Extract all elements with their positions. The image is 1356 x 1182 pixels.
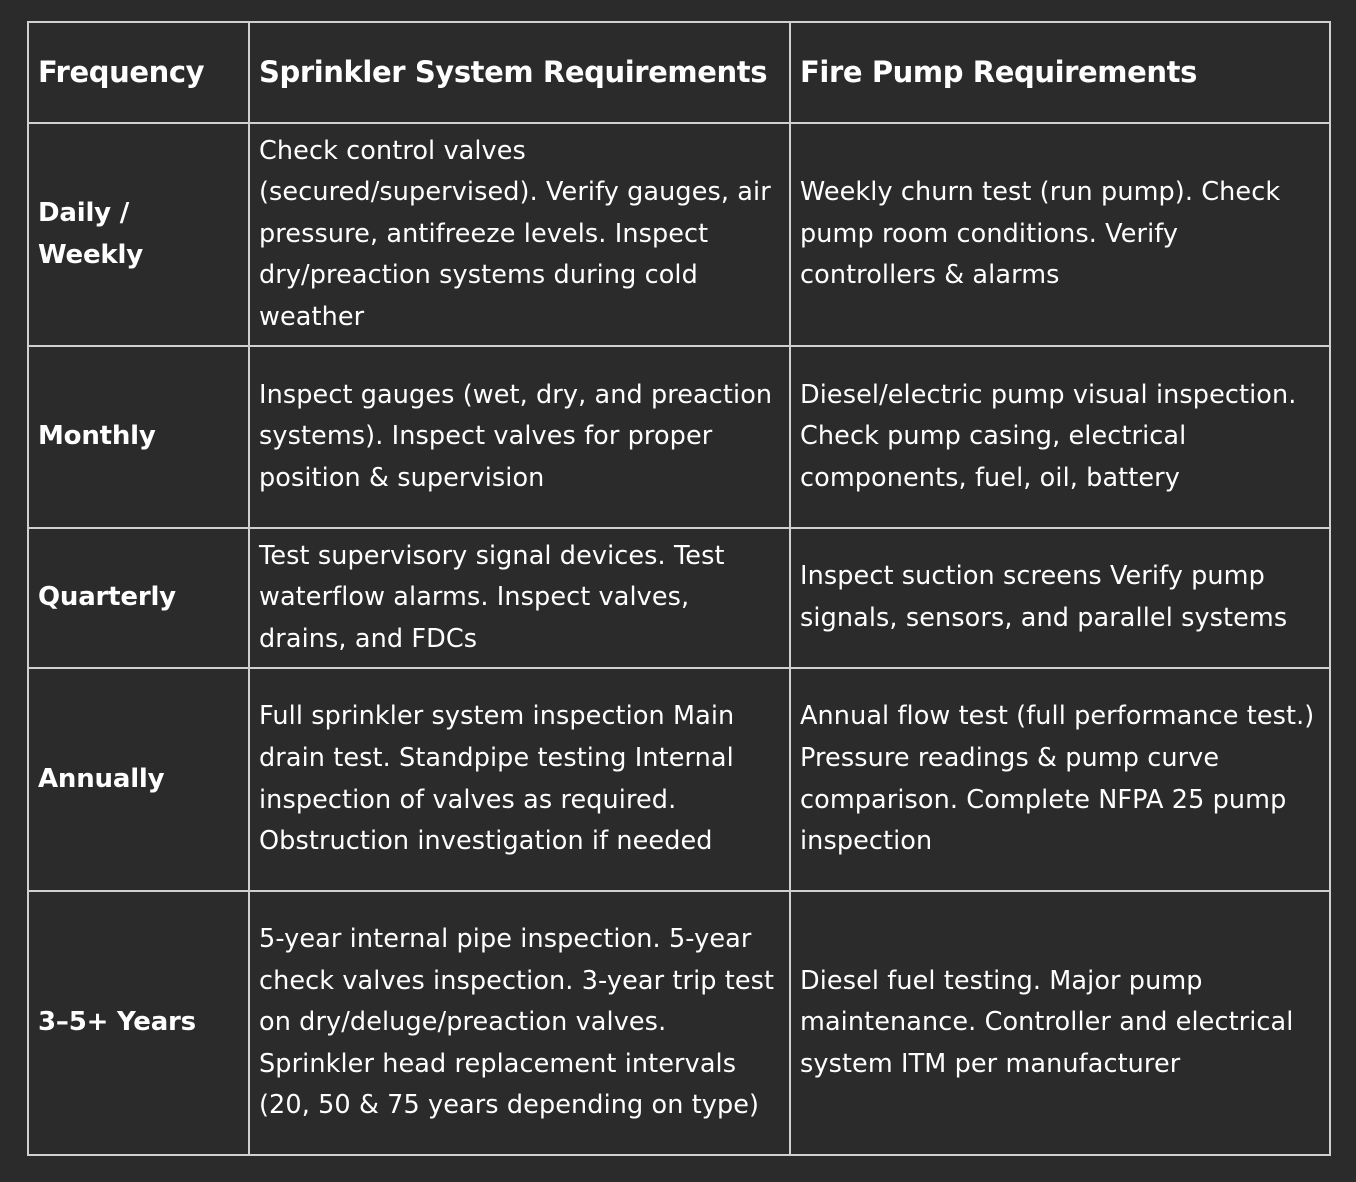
sprinkler-requirements-cell: Inspect gauges (wet, dry, and preaction systems). Inspect valves for proper position & supervision bbox=[249, 346, 790, 528]
frequency-cell: Daily / Weekly bbox=[28, 123, 249, 346]
table-body bbox=[28, 123, 1330, 1155]
frequency-cell: Monthly bbox=[28, 346, 249, 528]
fire-pump-requirements-cell: Diesel/electric pump visual inspection. Check pump casing, electrical components, fuel, oil, battery bbox=[790, 346, 1330, 528]
table-row bbox=[28, 528, 1330, 668]
sprinkler-requirements-cell: 5-year internal pipe inspection. 5-year check valves inspection. 3-year trip test on dry/deluge/preaction valves. Sprinkler head replacement intervals (20, 50 & 75 years depending on type) bbox=[249, 891, 790, 1155]
sprinkler-requirements-cell: Full sprinkler system inspection Main drain test. Standpipe testing Internal inspection of valves as required. Obstruction investigation if needed bbox=[249, 668, 790, 891]
header-sprinkler-requirements: Sprinkler System Requirements bbox=[249, 22, 790, 123]
header-frequency: Frequency bbox=[28, 22, 249, 123]
fire-pump-requirements-cell: Annual flow test (full performance test.) Pressure readings & pump curve comparison. Complete NFPA 25 pump inspection bbox=[790, 668, 1330, 891]
header-row bbox=[28, 22, 1330, 123]
fire-pump-requirements-cell: Inspect suction screens Verify pump signals, sensors, and parallel systems bbox=[790, 528, 1330, 668]
table-row bbox=[28, 668, 1330, 891]
header-fire-pump-requirements: Fire Pump Requirements bbox=[790, 22, 1330, 123]
table-header bbox=[28, 22, 1330, 123]
sprinkler-requirements-cell: Check control valves (secured/supervised). Verify gauges, air pressure, antifreeze levels. Inspect dry/preaction systems during cold weather bbox=[249, 123, 790, 346]
frequency-cell: Quarterly bbox=[28, 528, 249, 668]
frequency-cell: Annually bbox=[28, 668, 249, 891]
table-row bbox=[28, 346, 1330, 528]
fire-pump-requirements-cell: Diesel fuel testing. Major pump maintenance. Controller and electrical system ITM per manufacturer bbox=[790, 891, 1330, 1155]
sprinkler-requirements-cell: Test supervisory signal devices. Test waterflow alarms. Inspect valves, drains, and FDCs bbox=[249, 528, 790, 668]
frequency-cell: 3–5+ Years bbox=[28, 891, 249, 1155]
inspection-requirements-table bbox=[27, 21, 1331, 1156]
table-row bbox=[28, 123, 1330, 346]
fire-pump-requirements-cell: Weekly churn test (run pump). Check pump room conditions. Verify controllers & alarms bbox=[790, 123, 1330, 346]
table-row bbox=[28, 891, 1330, 1155]
